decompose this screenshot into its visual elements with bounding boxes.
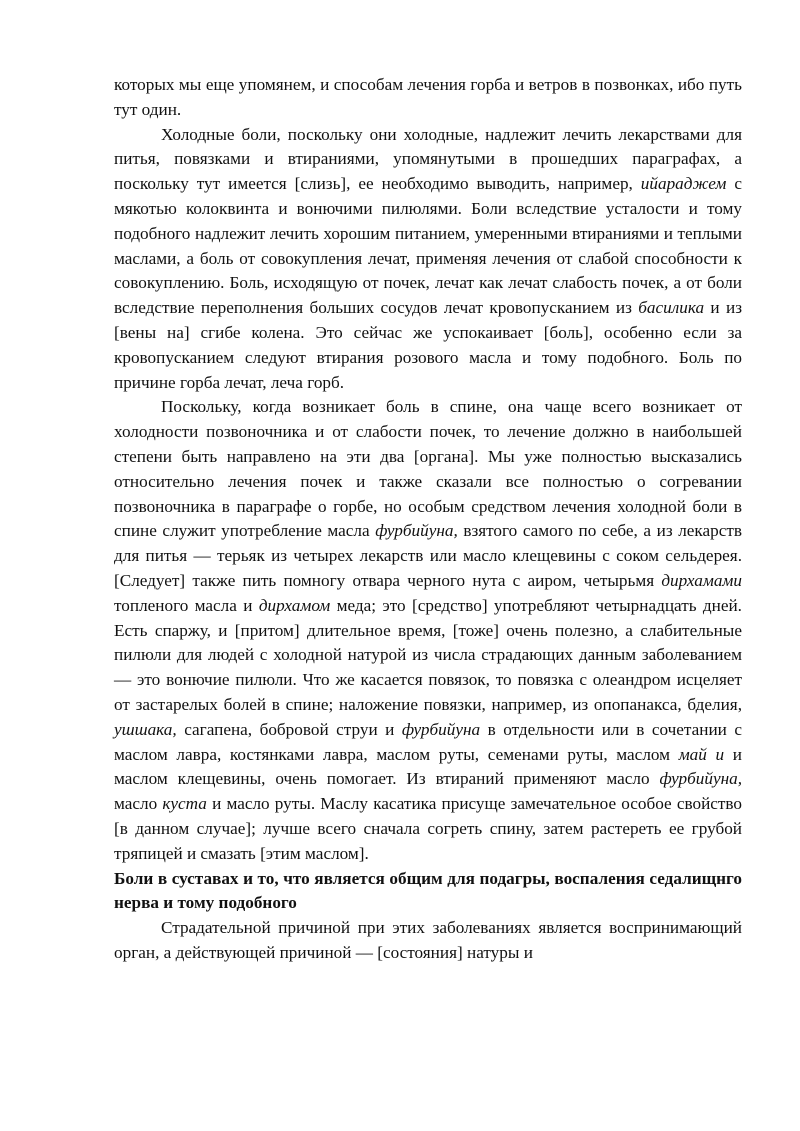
text-run: Поскольку, когда возникает боль в спине, она чаще всего возникает от холодности позвоночника и от слабости почек, то лечение должно в наибольшей степени быть направлено на эти два [органа]. Мы уже полностью высказались относительно лечения почек и также сказали все полностью о согревании позвоночника в параграфе о горбе, но особым средством лечения холодной боли в спине служит употребление масла [114,397,742,541]
italic-term: куста [162,794,207,814]
document-page [114,73,742,966]
text-run: масло [114,794,163,814]
text-run: Холодные боли, поскольку они холодные, надлежит лечить лекарствами для питья, повязками и втираниями, упомянутыми в прошедших параграфах, а поскольку тут имеется [слизь], ее необходимо выводить, например, [114,124,742,194]
text-run: и маслом клещевины, очень помогает. Из втираний применяют масло [114,744,742,789]
text-run: топленого масла и [114,595,259,615]
text-run: сагапена, бобровой струи и [176,719,402,739]
italic-term: басилика [638,298,705,318]
paragraph [114,123,742,396]
section-heading [114,867,742,917]
text-run: меда; это [средство] употребляют четырнадцать дней. Есть спаржу, и [притом] длительное время, [тоже] очень полезно, а слабительные пилюли для людей с холодной натурой из числа страдающих данным заболеванием — это вонючие пилюли. Что же касается повязок, то повязка с олеандром исцеляет от застарелых болей в спине; наложение повязки, например, из опопанакса, бделия, [114,595,742,714]
heading-text: Боли в суставах и то, что является общим для подагры, воспаления седалищнго нерва и тому подобного [114,868,742,913]
italic-term: фурбийуна, [659,769,742,789]
text-run: взятого самого по себе, а из лекарств для питья — терьяк из четырех лекарств или масло клещевины с соком сельдерея. [Следует] также пить помногу отвара черного нута с аиром, четырьмя [114,521,742,590]
italic-term: ушшака, [114,719,177,739]
text-run: и из [вены на] сгибе колена. Это сейчас же успокаивает [боль], особенно если за кровопусканием следуют втирания розового масла и тому подобного. Боль по причине горба лечат, леча горб. [114,298,742,392]
text-run: в отдельности или в сочетании с маслом лавра, костянками лавра, маслом руты, семенами руты, маслом [114,719,743,764]
italic-term: май и [678,744,725,764]
italic-term: дирхамами [661,570,742,590]
italic-term: фурбийуна [401,719,481,739]
italic-term: фурбийуна, [375,521,458,541]
text-run: и масло руты. Маслу касатика присуще замечательное особое свойство [в данном случае]; лучше всего сначала согреть спину, затем растереть ее грубой тряпицей и смазать [этим маслом]. [114,794,743,863]
paragraph [114,916,742,966]
paragraph [114,73,742,123]
text-run: с мякотью колоквинта и вонючими пилюлями. Боли вследствие усталости и тому подобного надлежит лечить хорошим питанием, умеренными втираниями и теплыми маслами, а боль от совокупления лечат, применяя лечения от слабой способности к совокуплению. Боль, исходящую от почек, лечат как лечат слабость почек, а от боли вследствие переполнения больших сосудов лечат кровопусканием из [114,174,742,318]
italic-term: ийараджем [640,174,727,194]
text-run: которых мы еще упомянем, и способам лечения горба и ветров в позвонках, ибо путь тут один. [114,75,742,119]
italic-term: дирхамом [258,595,331,615]
paragraph [114,395,742,866]
text-run: Страдательной причиной при этих заболеваниях является воспринимающий орган, а действующей причиной — [состояния] натуры и [114,918,742,962]
